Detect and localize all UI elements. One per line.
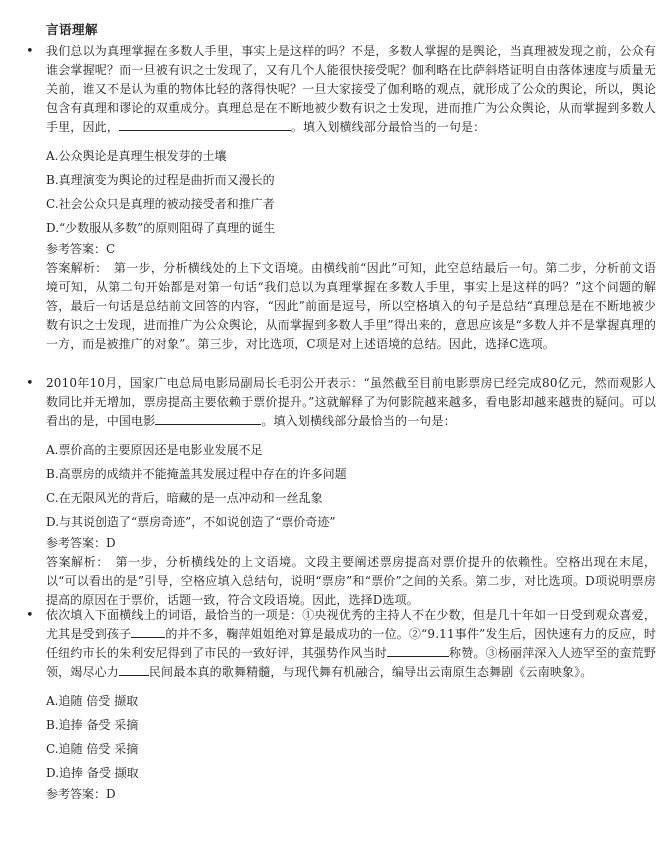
question-stem [46, 42, 656, 137]
question-1 [26, 42, 656, 354]
bullet-icon: • [26, 608, 34, 623]
option-b: B.真理演变为舆论的过程是曲折而又漫长的 [46, 173, 275, 187]
section-title: 言语理解 [46, 22, 99, 37]
question-stem [46, 606, 656, 682]
reference-answer: 参考答案：C [46, 242, 116, 256]
option-c: C.在无限风光的背后，暗藏的是一点冲动和一丝乱象 [46, 491, 323, 505]
question-2 [26, 374, 656, 610]
stem-text: 。填入划横线部分最恰当的一句是： [290, 120, 486, 134]
answer-blank [387, 644, 449, 657]
option-a: A.票价高的主要原因还是电影业发展不足 [46, 443, 263, 457]
stem-text: 2010年10月，国家广电总局电影局副局长毛羽公开表示：“虽然截至目前电影票房已经完成80亿元，然而观影人数同比并无增加，票房提高主要依赖于票价提升。”这就解释了为何影院越来越多，看电影却越来越贵的疑问。可以看出的是，中国电影 [46, 376, 656, 428]
answer-blank [131, 625, 165, 638]
reference-answer: 参考答案：D [46, 787, 116, 801]
option-c: C.追随 倍受 采摘 [46, 742, 139, 756]
question-stem [46, 374, 656, 431]
stem-text: 我们总以为真理掌握在多数人手里，事实上是这样的吗？不是，多数人掌握的是舆论，当真理被发现之前，公众有谁会掌握呢？而一旦被有识之士发现了，又有几个人能很快接受呢？伽利略在比萨斜塔证明自由落体速度与质量无关前，谁又不是认为重的物体比轻的落得快呢？一旦大家接受了伽利略的观点，就形成了公众的舆论，所以，舆论包含有真理和谬论的双重成分。真理总是在不断地被少数有识之士发现，进而推广为公众舆论，从而掌握到多数人手里，因此， [46, 44, 656, 134]
option-b: B.高票房的成绩并不能掩盖其发展过程中存在的许多问题 [46, 467, 347, 481]
stem-text: 称赞。③杨丽萍深入人迹罕至的蛮荒野领，竭尽心力 [46, 646, 657, 679]
option-list [46, 144, 656, 240]
option-a: A.追随 倍受 撷取 [46, 694, 139, 708]
option-d: D.“少数服从多数”的原则阻碍了真理的诞生 [46, 221, 276, 235]
stem-text: 依次填入下面横线上的词语，最恰当的一项是：①央视优秀的主持人不在少数，但是几十年如一日受到观众喜爱，尤其是受到孩子 [46, 608, 656, 641]
question-3 [26, 606, 656, 804]
option-d: D.与其说创造了“票房奇迹”，不如说创造了“票价奇迹” [46, 515, 336, 529]
answer-analysis: 答案解析： 第一步，分析横线处的上下文语境。由横线前“因此”可知，此空总结最后一句。第二步，分析前文语境可知，从第二句开始都是对第一句话“我们总以为真理掌握在多数人手里，事实上是这样的吗？”这个问题的解答，最后一句话是总结前文回答的内容，“因此”前面是逗号，所以空格填入的句子是总结“真理总是在不断地被少数有识之士发现，进而推广为公众舆论，从而掌握到多数人手里”得出来的，意思应该是“多数人并不是掌握真理的一方，而是被推广的对象”。第三步，对比选项，C项是对上述语境的总结。因此，选择C选项。 [46, 261, 656, 351]
bullet-icon: • [26, 44, 34, 59]
option-b: B.追捧 备受 采摘 [46, 718, 139, 732]
stem-text: 。填入划横线部分最恰当的一句是： [261, 414, 456, 428]
answer-blank [119, 663, 149, 676]
stem-text: 民间最本真的歌舞精髓，与现代舞有机融合，编导出云南原生态舞剧《云南映象》。 [148, 665, 593, 679]
option-c: C.社会公众只是真理的被动接受者和推广者 [46, 197, 275, 211]
answer-blank [155, 412, 261, 425]
option-a: A.公众舆论是真理生根发芽的土壤 [46, 149, 227, 163]
option-d: D.追捧 备受 撷取 [46, 766, 139, 780]
reference-answer: 参考答案：D [46, 536, 116, 550]
stem-text: 的并不多，鞠萍姐姐绝对算是最成功的一位。②“9.11事件”发生后，因快速有力的反应，时任纽约市长的朱利安尼得到了市民的一致好评，其强势作风当时 [46, 627, 656, 660]
option-list [46, 689, 656, 785]
bullet-icon: • [26, 376, 34, 391]
answer-analysis: 答案解析： 第一步，分析横线处的上文语境。文段主要阐述票房提高对票价提升的依赖性。空格出现在末尾，以“可以看出的是”引导，空格应填入总结句，说明“票房”和“票价”之间的关系。第二步，对比选项。D项说明票房提高的原因在于票价，话题一致，符合文段语境。因此，选择D选项。 [46, 555, 656, 607]
answer-blank [119, 118, 291, 131]
option-list [46, 438, 656, 534]
